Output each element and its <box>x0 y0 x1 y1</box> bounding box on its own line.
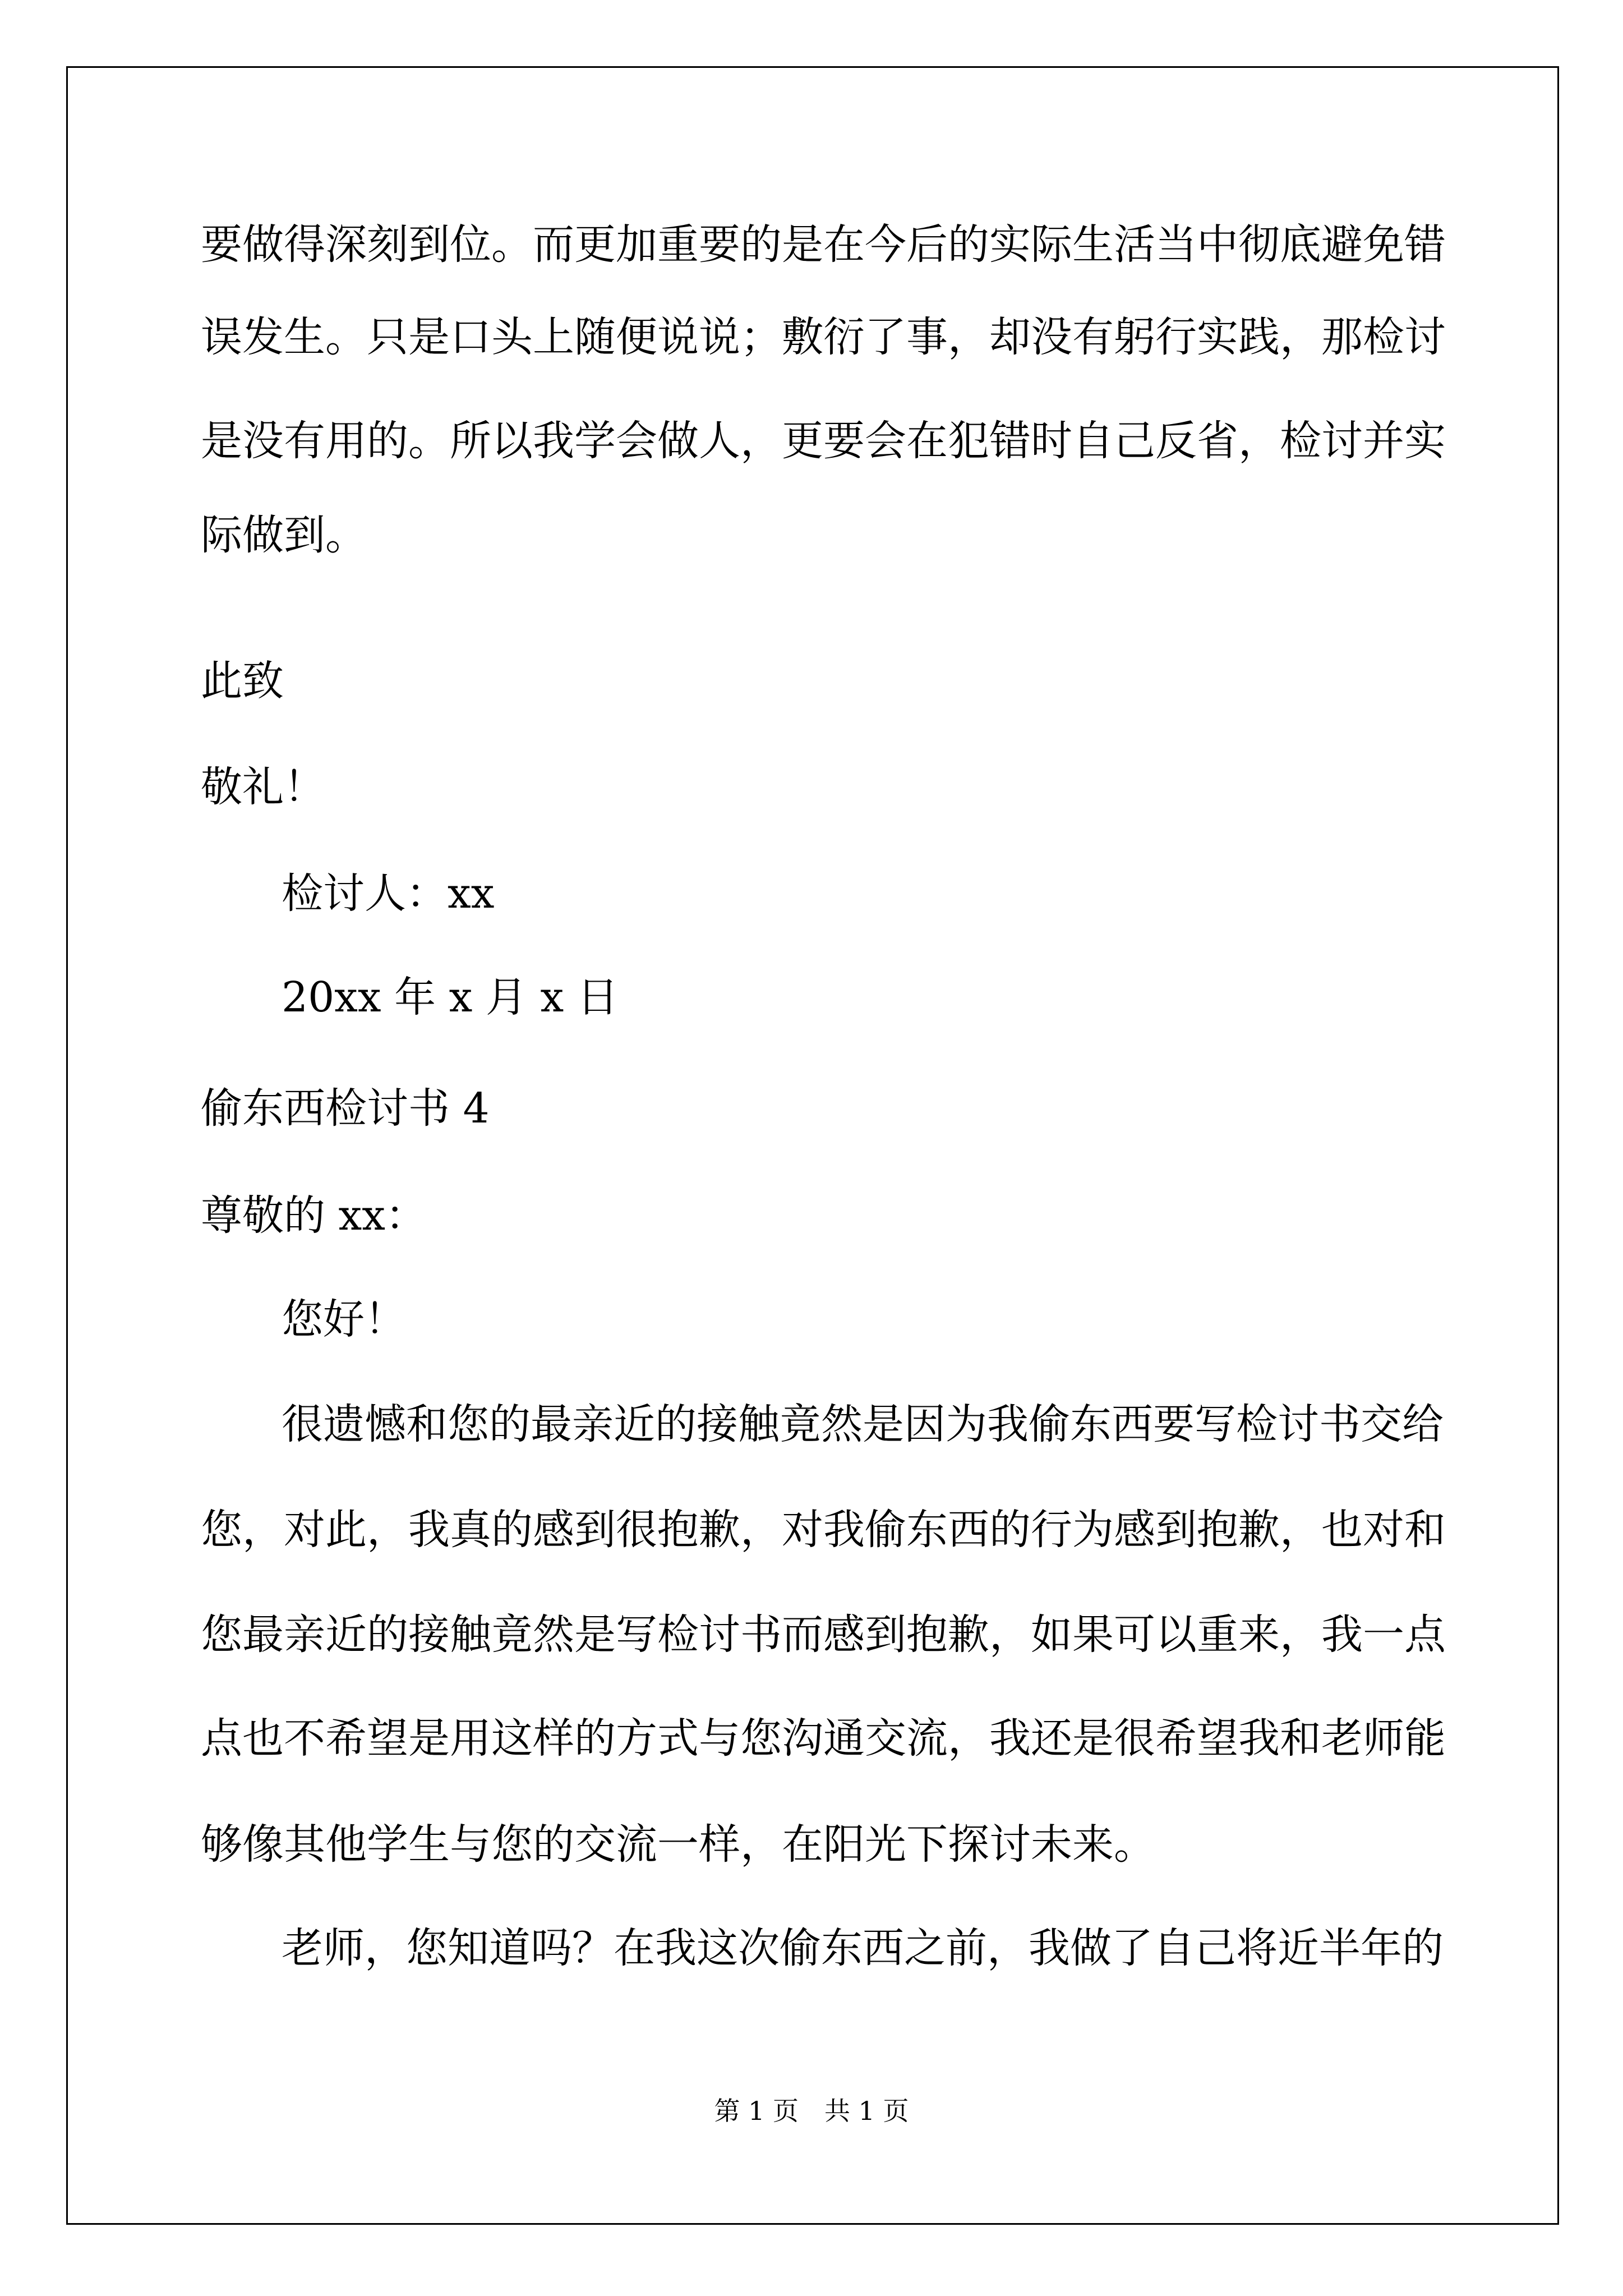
page-footer: 第 1 页 共 1 页 <box>714 2096 909 2126</box>
body-line: 很遗憾和您的最亲近的接触竟然是因为我偷东西要写检讨书交给 <box>282 1400 1444 1448</box>
body-line: 老师，您知道吗？在我这次偷东西之前，我做了自己将近半年的 <box>282 1924 1444 1972</box>
page-border <box>66 66 1559 2225</box>
body-line: 您最亲近的接触竟然是写检讨书而感到抱歉，如果可以重来，我一点 <box>201 1611 1446 1659</box>
closing-salutation: 敬礼！ <box>201 763 325 811</box>
closing-line: 此致 <box>201 657 284 705</box>
body-line: 误发生。只是口头上随便说说；敷衍了事，却没有躬行实践，那检讨 <box>201 313 1446 361</box>
body-line: 您，对此，我真的感到很抱歉，对我偷东西的行为感到抱歉，也对和 <box>201 1506 1446 1554</box>
body-line: 点也不希望是用这样的方式与您沟通交流，我还是很希望我和老师能 <box>201 1714 1446 1763</box>
salutation-line: 您好！ <box>282 1295 406 1343</box>
body-line: 际做到。 <box>201 511 367 559</box>
body-line: 够像其他学生与您的交流一样，在阳光下探讨未来。 <box>201 1820 1155 1869</box>
body-line: 要做得深刻到位。而更加重要的是在今后的实际生活当中彻底避免错 <box>201 220 1446 269</box>
section-title: 偷东西检讨书 4 <box>201 1084 490 1133</box>
signature-line: 检讨人：xx <box>282 869 495 918</box>
body-line: 是没有用的。所以我学会做人，更要会在犯错时自己反省，检讨并实 <box>201 417 1446 465</box>
greeting-line: 尊敬的 xx： <box>201 1191 427 1240</box>
date-line: 20xx 年 x 月 x 日 <box>282 973 619 1022</box>
